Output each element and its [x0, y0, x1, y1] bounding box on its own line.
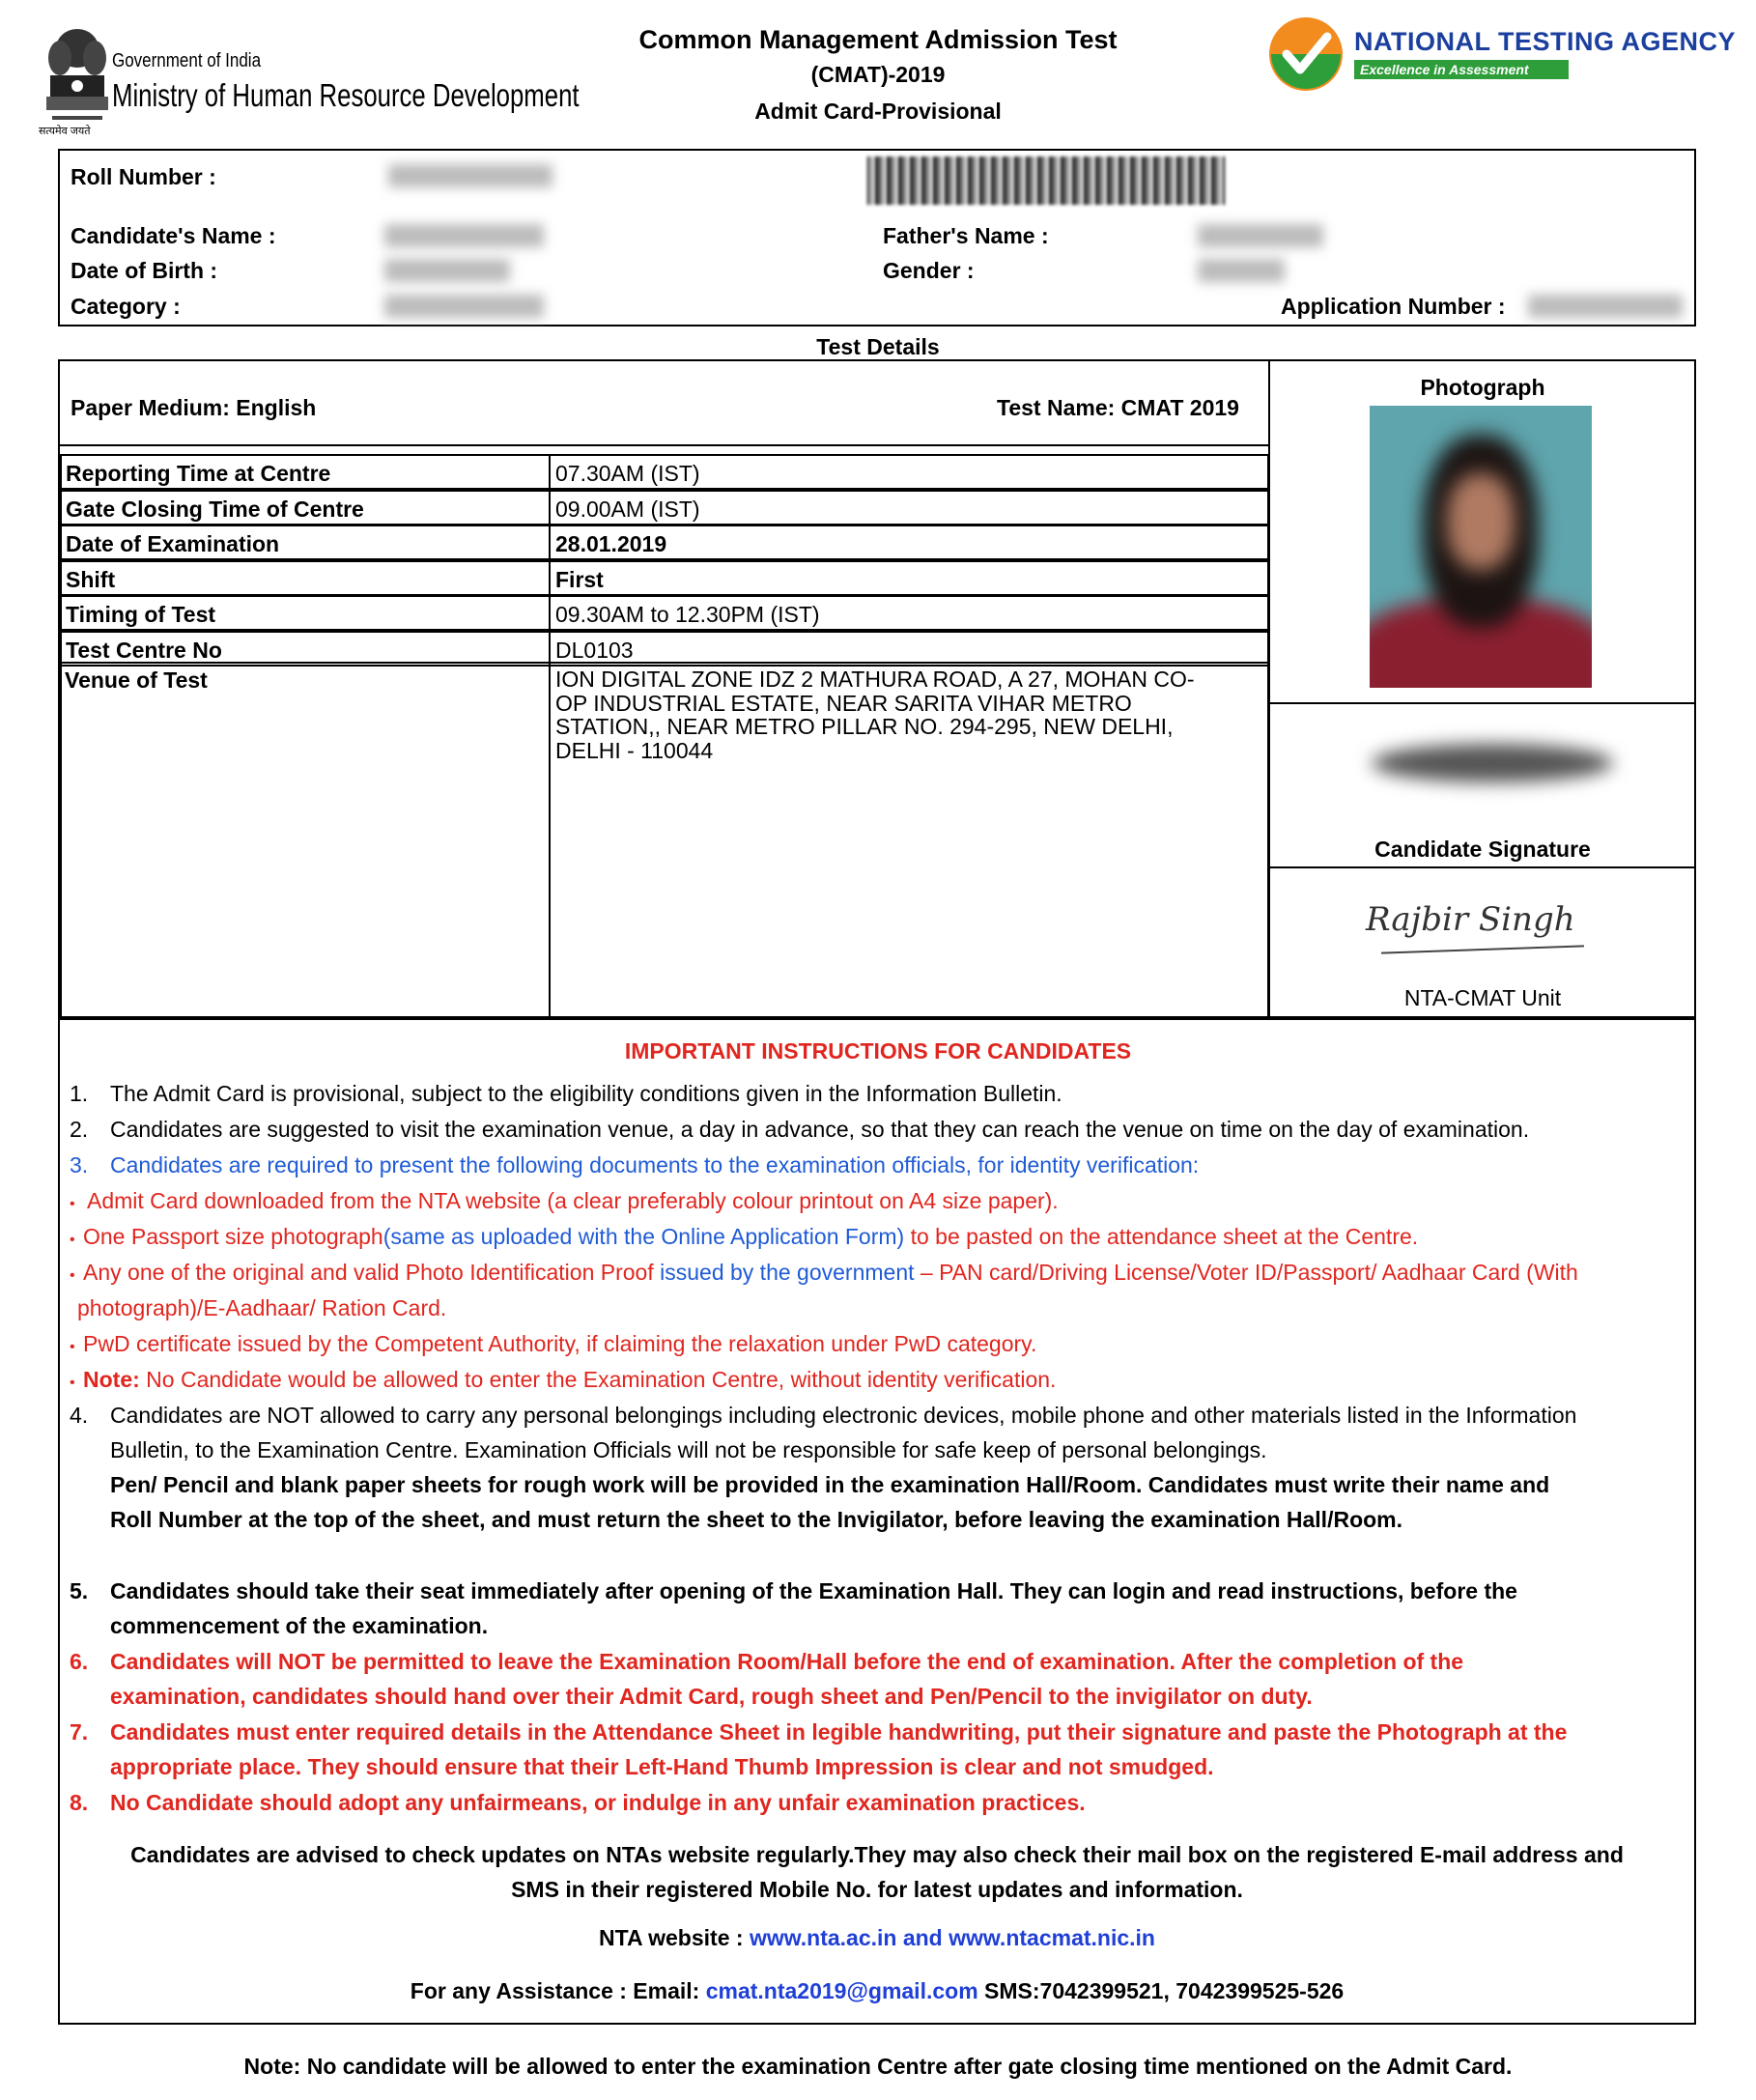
father-name-label: Father's Name : [883, 223, 1049, 248]
instruction-2 [70, 1112, 1692, 1147]
document-text: – PAN card/Driving License/Voter ID/Passport/ Aadhaar Card (With [914, 1260, 1578, 1285]
row-divider [549, 454, 551, 490]
photo-figure [1370, 406, 1592, 688]
exam-title: Common Management Admission Test [638, 25, 1118, 54]
instruction-4 [70, 1398, 1692, 1543]
bullet-icon: • [70, 1196, 75, 1212]
document-bullet-4 [70, 1326, 1692, 1365]
test-detail-row [60, 454, 1269, 490]
test-detail-label: Date of Examination [66, 531, 280, 556]
instruction-number: 5. [70, 1578, 89, 1603]
nta-check-icon [1267, 15, 1345, 93]
instruction-number: 2. [70, 1117, 89, 1142]
venue-value [555, 667, 1195, 762]
candidate-signature-image [1352, 715, 1632, 821]
venue-line: DELHI - 110044 [555, 737, 714, 763]
candidate-name-label: Candidate's Name : [71, 223, 276, 248]
candidate-signature-label: Candidate Signature [1374, 837, 1591, 862]
document-bullet-3 [70, 1255, 1692, 1293]
instruction-number: 3. [70, 1152, 89, 1178]
bullet-icon: • [70, 1267, 75, 1284]
instruction-number: 4. [70, 1403, 89, 1428]
category-label: Category : [71, 294, 181, 319]
test-detail-label: Timing of Test [66, 602, 216, 627]
row-divider [549, 490, 551, 525]
website-links[interactable]: www.nta.ac.in and www.ntacmat.nic.in [749, 1925, 1155, 1950]
assistance-line [58, 1978, 1696, 2004]
document-bullet-5 [70, 1362, 1692, 1401]
dob-value [384, 259, 510, 282]
test-detail-row [60, 595, 1269, 631]
instruction-line: examination, candidates should hand over their Admit Card, rough sheet and Pen/Pencil to the invigilator on duty. [110, 1684, 1313, 1709]
instruction-line: Candidates will NOT be permitted to leave the Examination Room/Hall before the end of examination. After the completion of the [110, 1649, 1464, 1674]
test-detail-row [60, 560, 1269, 596]
authority-signature: Rajbir Singh [1366, 900, 1575, 939]
venue-column-divider [549, 662, 551, 1018]
emblem-motto: सत्यमेव जयते [39, 126, 91, 137]
bullet-icon: • [70, 1339, 75, 1355]
instruction-1 [70, 1076, 1692, 1111]
document-text: Any one of the original and valid Photo Identification Proof [83, 1260, 654, 1285]
test-detail-row [60, 490, 1269, 525]
venue-line: STATION,, NEAR METRO PILLAR NO. 294-295, NEW DELHI, [555, 714, 1174, 739]
instruction-text: No Candidate should adopt any unfairmeans, or indulge in any unfair examination practices. [110, 1790, 1086, 1815]
document-bullet-1 [70, 1183, 1692, 1222]
advice-text [58, 1837, 1696, 1907]
instruction-line: Candidates are NOT allowed to carry any personal belongings including electronic devices, mobile phone and other materials listed in the Information [110, 1403, 1577, 1428]
instruction-5 [70, 1574, 1692, 1645]
instruction-7-text [110, 1715, 1692, 1784]
photograph-label: Photograph [1420, 375, 1545, 400]
row-divider [549, 595, 551, 631]
instruction-line: commencement of the examination. [110, 1613, 489, 1638]
dob-label: Date of Birth : [71, 258, 218, 283]
roll-number-label: Roll Number : [71, 164, 216, 189]
roll-number-value [388, 164, 552, 187]
advice-line: SMS in their registered Mobile No. for latest updates and information. [511, 1877, 1243, 1902]
footer-note: Note: No candidate will be allowed to enter the examination Centre after gate closing time mentioned on the Admit Card. [243, 2054, 1513, 2079]
test-detail-label: Gate Closing Time of Centre [66, 497, 364, 522]
application-number-value [1528, 295, 1683, 318]
test-detail-value: 07.30AM (IST) [555, 461, 700, 486]
row-divider [549, 560, 551, 596]
gender-label: Gender : [883, 258, 975, 283]
document-text: Admit Card downloaded from the NTA website (a clear preferably colour printout on A4 size paper). [87, 1188, 1059, 1213]
instruction-text: Candidates are suggested to visit the examination venue, a day in advance, so that they can reach the venue on time on the day of examination. [110, 1117, 1530, 1142]
candidate-name-value [384, 224, 544, 247]
photo-divider [1269, 702, 1696, 704]
authority-label: NTA-CMAT Unit [1403, 985, 1562, 1010]
gov-of-india: Government of India [112, 50, 262, 71]
instruction-7 [70, 1715, 1692, 1786]
instruction-number: 8. [70, 1790, 89, 1815]
document-text: No Candidate would be allowed to enter the Examination Centre, without identity verification. [139, 1367, 1057, 1392]
test-detail-value: DL0103 [555, 638, 634, 663]
instruction-6-text [110, 1644, 1692, 1714]
document-text: to be pasted on the attendance sheet at the Centre. [904, 1224, 1419, 1249]
advice-line: Candidates are advised to check updates on NTAs website regularly.They may also check their mail box on the registered E-mail address and [130, 1842, 1624, 1867]
exam-subtitle: (CMAT)-2019 [810, 62, 946, 87]
barcode [867, 156, 1225, 205]
nta-tagline: Excellence in Assessment [1354, 60, 1569, 79]
document-text-blue: issued by the government [653, 1260, 915, 1285]
instruction-line: Bulletin, to the Examination Centre. Examination Officials will not be responsible for safe keep of personal belongings. [110, 1437, 1267, 1462]
document-text: One Passport size photograph [83, 1224, 383, 1249]
test-name: Test Name: CMAT 2019 [997, 395, 1239, 420]
paper-medium: Paper Medium: English [71, 395, 317, 420]
assist-sms: SMS:7042399521, 7042399525-526 [977, 1978, 1345, 2003]
document-text: PwD certificate issued by the Competent Authority, if claiming the relaxation under PwD category. [83, 1331, 1037, 1356]
instruction-line: Candidates should take their seat immediately after opening of the Examination Hall. They can login and read instructions, before the [110, 1578, 1517, 1603]
instruction-line: Roll Number at the top of the sheet, and must return the sheet to the Invigilator, before leaving the examination Hall/Room. [110, 1507, 1403, 1532]
test-detail-label: Test Centre No [66, 638, 222, 663]
instruction-line: appropriate place. They should ensure that their Left-Hand Thumb Impression is clear and not smudged. [110, 1754, 1214, 1779]
instruction-line: Candidates must enter required details in the Attendance Sheet in legible handwriting, put their signature and paste the Photograph at the [110, 1719, 1568, 1745]
document-type: Admit Card-Provisional [754, 99, 1002, 124]
test-detail-row [60, 525, 1269, 560]
instruction-number: 1. [70, 1081, 89, 1106]
instruction-number: 7. [70, 1719, 89, 1745]
website-label: NTA website : [599, 1925, 750, 1950]
venue-line: OP INDUSTRIAL ESTATE, NEAR SARITA VIHAR METRO [555, 690, 1132, 716]
instruction-text: Candidates are required to present the following documents to the examination officials, for identity verification: [110, 1152, 1200, 1178]
instruction-line: Pen/ Pencil and blank paper sheets for rough work will be provided in the examination Hall/Room. Candidates must write their name and [110, 1472, 1550, 1497]
nta-name: NATIONAL TESTING AGENCY [1354, 27, 1737, 56]
instruction-5-text [110, 1574, 1692, 1643]
signature-divider [1269, 866, 1696, 868]
test-detail-label: Shift [66, 567, 116, 592]
test-detail-value: 28.01.2019 [555, 531, 667, 556]
document-bullet-2 [70, 1219, 1692, 1258]
bullet-icon: • [70, 1232, 75, 1248]
document-text-blue: (same as uploaded with the Online Application Form) [382, 1224, 905, 1249]
document-bullet-3-cont: photograph)/E-Aadhaar/ Ration Card. [77, 1295, 447, 1320]
instruction-4-text [110, 1398, 1692, 1537]
father-name-value [1198, 224, 1323, 247]
candidate-photo [1370, 406, 1592, 688]
ministry-name: Ministry of Human Resource Development [112, 77, 580, 113]
venue-label: Venue of Test [65, 667, 208, 693]
assist-label: For any Assistance : Email: [410, 1978, 706, 2003]
instruction-text: The Admit Card is provisional, subject to the eligibility conditions given in the Information Bulletin. [110, 1081, 1062, 1106]
nta-logo [1267, 15, 1345, 93]
instruction-3 [70, 1148, 1692, 1182]
test-detail-value: First [555, 567, 604, 592]
assist-email[interactable]: cmat.nta2019@gmail.com [705, 1978, 978, 2003]
test-detail-value: 09.30AM to 12.30PM (IST) [555, 602, 820, 627]
instruction-8 [70, 1785, 1692, 1820]
note-label: Note: [83, 1367, 140, 1392]
test-detail-value: 09.00AM (IST) [555, 497, 700, 522]
instruction-6 [70, 1644, 1692, 1716]
row-divider [549, 525, 551, 560]
test-details-title: Test Details [816, 334, 940, 359]
paper-row-divider [58, 444, 1269, 446]
nta-website-line [58, 1925, 1696, 1951]
application-number-label: Application Number : [1281, 294, 1506, 319]
category-value [384, 295, 544, 318]
test-detail-label: Reporting Time at Centre [66, 461, 331, 486]
venue-line: ION DIGITAL ZONE IDZ 2 MATHURA ROAD, A 27, MOHAN CO- [555, 667, 1195, 692]
instructions-title: IMPORTANT INSTRUCTIONS FOR CANDIDATES [624, 1038, 1132, 1064]
bullet-icon: • [70, 1375, 75, 1391]
instruction-number: 6. [70, 1649, 89, 1674]
gender-value [1198, 259, 1285, 282]
